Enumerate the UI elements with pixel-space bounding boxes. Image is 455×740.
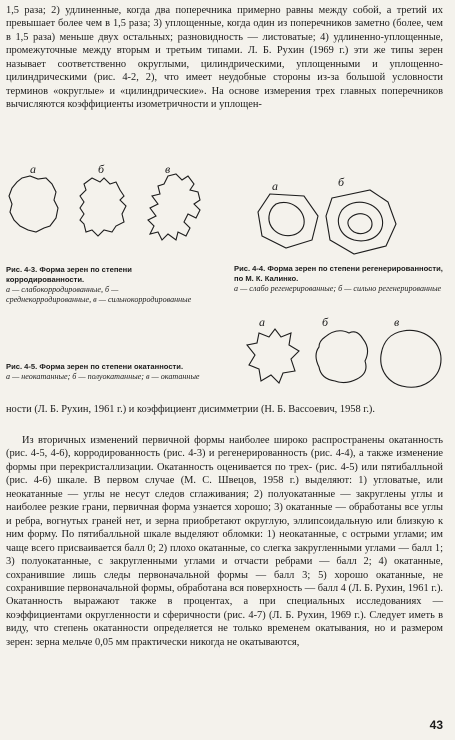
- fig3-label-v: в: [165, 162, 171, 176]
- fig4-caption: [234, 264, 446, 294]
- fig5-label-a: а: [259, 315, 265, 329]
- fig5-label-b: б: [322, 315, 329, 329]
- fig4-grain-strongly-regenerated-inner: [348, 214, 372, 234]
- continuation-text: ности (Л. Б. Рухин, 1961 г.) и коэффициент дисимметрии (Н. Б. Вассоевич, 1958 г.).: [6, 404, 375, 415]
- fig4-grain-weakly-regenerated: [258, 194, 318, 248]
- fig4-grain-strongly-regenerated-core: [338, 202, 382, 241]
- fig4-grain-strongly-regenerated: [326, 190, 396, 254]
- fig3-grain-strongly-corroded: [148, 174, 200, 240]
- fig4-grain-outlines: [250, 188, 450, 260]
- fig3-label-b: б: [98, 162, 105, 176]
- fig3-grain-medium-corroded: [80, 178, 126, 236]
- fig3-label-a: а: [30, 162, 36, 176]
- top-paragraph: 1,5 раза; 2) удлиненные, когда два поперечника примерно равны между собой, а третий их превышает более чем в 1,5 раза; 3) уплощенные, когда один из поперечников заметно (более, чем в 1,5 раза) меньше двух остальных; разновидность — листоватые; 4) удлиненно-уплощенные, промежуточные между вторым и третьим типами. Л. Б. Рухин (1969 г.) эти же типы зерен называет соответственно округлыми, цилиндрическими, уплощенными и уплощенно-цилиндрическими (рис. 4-2, 2), что имеет неудобные стороны из-за большой условности терминов «округлые» и «цилиндрические». На основе измерения трех главных поперечников вычисляются коэффициенты изометричности и уплощен-: [6, 5, 443, 111]
- fig4-label-b: б: [338, 175, 345, 189]
- fig5-grain-rounded: [381, 330, 441, 387]
- fig5-grain-subrounded: [316, 331, 368, 383]
- fig3-caption-title: Рис. 4-3. Форма зерен по степени корродированности.: [6, 265, 132, 284]
- fig3-grain-outlines: [0, 170, 240, 260]
- fig5-label-v: в: [394, 315, 400, 329]
- fig3-caption-legend: а — слабокорродированные, б — среднекорродированные, в — сильнокорродированные: [6, 285, 192, 304]
- fig4-label-a: а: [272, 179, 278, 193]
- page-number: 43: [429, 718, 443, 732]
- fig4-grain-weakly-regenerated-core: [269, 202, 304, 235]
- fig5-grain-angular: [247, 329, 299, 383]
- fig3-grain-slightly-corroded: [9, 176, 58, 232]
- fig5-grain-outlines: [245, 325, 455, 397]
- fig4-caption-title: Рис. 4-4. Форма зерен по степени регенерированности, по М. К. Калинко.: [234, 264, 443, 283]
- fig5-caption-legend: а — неокатанные; б — полуокатанные; в — окатанные: [6, 372, 200, 381]
- fig3-caption: [6, 265, 202, 305]
- fig4-caption-legend: а — слабо регенерированные; б — сильно регенерированные: [234, 284, 442, 293]
- fig5-caption: [6, 362, 202, 382]
- main-paragraph: Из вторичных изменений первичной формы наиболее широко распространены окатанность (рис. 4-5, 4-6), корродированность (рис. 4-3) и регенерированность (рис. 4-4), а также изменение формы при перекристаллизации. Окатанность оценивается по трех- (рис. 4-5) или пятибалльной (рис. 4-6) шкале. В первом случае (М. С. Швецов, 1958 г.) выделяют: 1) угловатые, или неокатанные — углы не несут следов сглаживания; 2) полуокатанные — закруглены углы и наиболее резкие грани, первичная форма узнается хорошо; 3) окатанные — обработаны все углы и ребра, вогнутых граней нет, и зерна приобретают округлую, эллипсоидальную или близкую к ним форму. По пятибалльной шкале выделяют обломки: 1) неокатанные, с острыми углами; им чаще всего присваивается балл 0; 2) плохо окатанные, со слегка закругленными углами — балл 1; 3) полуокатанные, с закругленными углами и отчасти ребрами — балл 2; 4) окатанные, сохранившие лишь следы первоначальной формы — балл 3; 5) хорошо окатанные, не сохранившие первоначальной формы, обработана вся поверхность — балл 4 (Л. Б. Рухин, 1961 г.). Окатанность выражают также в процентах, а при специальных исследованиях — коэффициентами округленности и сферичности (рис. 4-7) (Л. Б. Рухин, 1969 г.). Следует иметь в виду, что степень окатанности определяется не только временем окатывания, но и размером зерен: зерна мельче 0,05 мм практически никогда не окатываются,: [6, 435, 443, 648]
- fig5-caption-title: Рис. 4-5. Форма зерен по степени окатанности.: [6, 362, 184, 371]
